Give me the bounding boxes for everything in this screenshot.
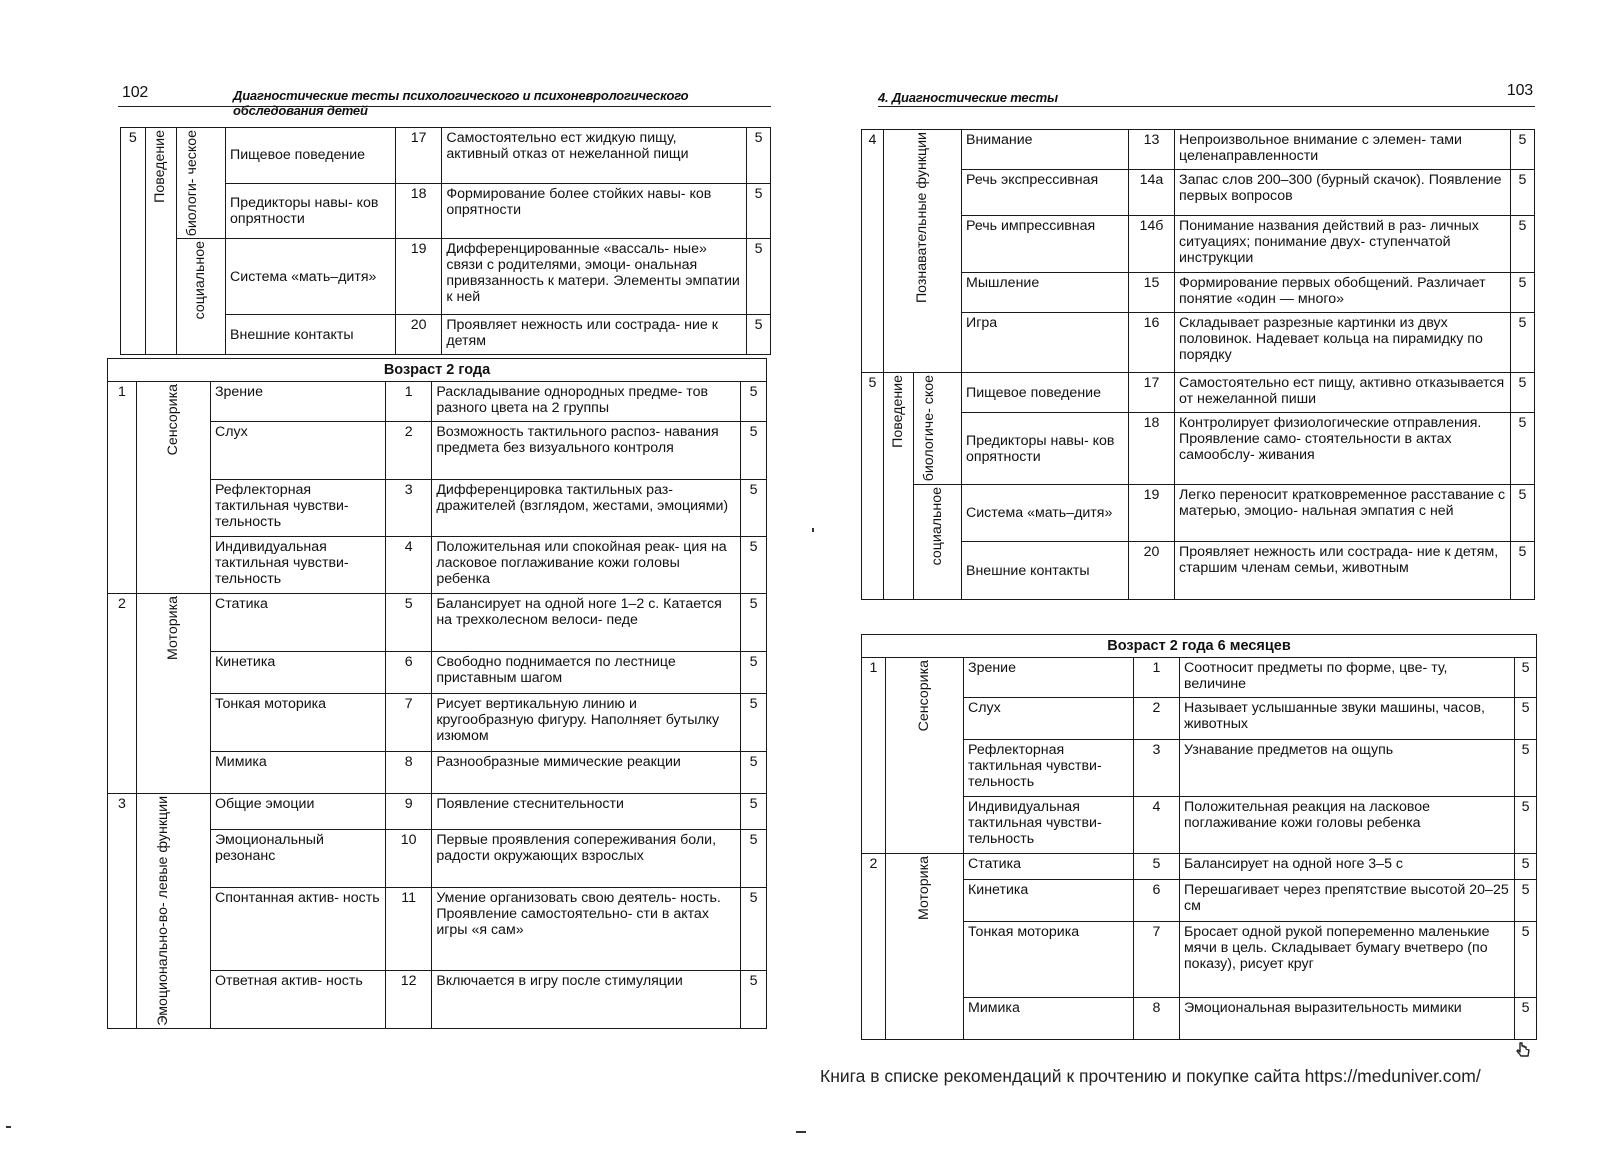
group-label: Сенсорика: [886, 658, 964, 854]
item-number: 2: [1134, 698, 1180, 740]
parameter-name: Система «мать–дитя»: [226, 239, 396, 315]
item-score: 5: [1511, 273, 1535, 313]
item-description: Проявляет нежность или сострада- ние к детям: [442, 315, 747, 355]
item-description: Разнообразные мимические реакции: [432, 752, 741, 794]
age-header: Возраст 2 года 6 месяцев: [862, 635, 1537, 658]
item-number: 17: [396, 128, 442, 184]
item-number: 20: [1129, 542, 1175, 600]
hand-pointer-icon: [1514, 1040, 1534, 1060]
item-number: 20: [396, 315, 442, 355]
item-description: Складывает разрезные картинки из двух половинок. Надевает кольца на пирамидку по порядку: [1175, 313, 1511, 373]
item-description: Понимание названия действий в раз- личных ситуациях; понимание двух- ступенчатой инструкции: [1175, 216, 1511, 273]
parameter-name: Тонкая моторика: [964, 922, 1134, 998]
item-description: Первые проявления сопереживания боли, радости окружающих взрослых: [432, 830, 741, 888]
item-description: Называет услышанные звуки машины, часов, животных: [1180, 698, 1515, 740]
parameter-name: Общие эмоции: [210, 794, 385, 830]
parameter-name: Слух: [964, 698, 1134, 740]
group-number: 3: [108, 794, 137, 1029]
item-description: Раскладывание однородных предме- тов разного цвета на 2 группы: [432, 382, 741, 422]
item-number: 6: [1134, 880, 1180, 922]
item-description: Проявляет нежность или сострада- ние к детям, старшим членам семьи, животным: [1175, 542, 1511, 600]
item-score: 5: [741, 480, 767, 537]
item-score: 5: [741, 794, 767, 830]
item-number: 3: [1134, 740, 1180, 797]
subgroup-label: социальное: [176, 239, 225, 355]
item-description: Самостоятельно ест пищу, активно отказывается от нежеланной пиши: [1175, 373, 1511, 413]
item-number: 1: [385, 382, 431, 422]
item-number: 8: [385, 752, 431, 794]
item-description: Балансирует на одной ноге 1–2 с. Катается на трехколесном велоси- педе: [432, 594, 741, 652]
item-description: Соотносит предметы по форме, цве- ту, величине: [1180, 658, 1515, 698]
item-score: 5: [747, 183, 771, 239]
item-score: 5: [1515, 658, 1537, 698]
item-number: 13: [1129, 130, 1175, 170]
item-description: Запас слов 200–300 (бурный скачок). Появление первых вопросов: [1175, 170, 1511, 216]
running-title-right: 4. Диагностические тесты: [878, 90, 1058, 105]
parameter-name: Рефлекторная тактильная чувстви- тельность: [964, 740, 1134, 797]
parameter-name: Кинетика: [964, 880, 1134, 922]
item-score: 5: [1515, 698, 1537, 740]
footer-note: Книга в списке рекомендаций к прочтению и покупке сайта https://meduniver.com/: [820, 1066, 1481, 1086]
group-label: Поведение: [884, 373, 914, 600]
item-number: 7: [1134, 922, 1180, 998]
parameter-name: Индивидуальная тактильная чувстви- тельность: [964, 797, 1134, 854]
item-description: Положительная реакция на ласковое поглаживание кожи головы ребенка: [1180, 797, 1515, 854]
item-description: Появление стеснительности: [432, 794, 741, 830]
item-number: 2: [385, 422, 431, 480]
group-number: 1: [108, 382, 137, 594]
group-number: 5: [121, 128, 146, 355]
item-description: Формирование более стойких навы- ков опрятности: [442, 183, 747, 239]
parameter-name: Внимание: [962, 130, 1129, 170]
subgroup-label: биологи- ческое: [176, 128, 225, 239]
parameter-name: Система «мать–дитя»: [962, 485, 1129, 542]
parameter-name: Ответная актив- ность: [210, 971, 385, 1029]
item-description: Эмоциональная выразительность мимики: [1180, 998, 1515, 1040]
parameter-name: Эмоциональный резонанс: [210, 830, 385, 888]
item-score: 5: [747, 128, 771, 184]
parameter-name: Мимика: [210, 752, 385, 794]
scan-mark: [812, 528, 814, 532]
parameter-name: Кинетика: [210, 652, 385, 694]
item-score: 5: [741, 694, 767, 752]
item-score: 5: [741, 752, 767, 794]
item-number: 5: [385, 594, 431, 652]
running-head-left: [118, 84, 771, 118]
item-number: 7: [385, 694, 431, 752]
left-top-table: [120, 127, 771, 355]
item-number: 18: [396, 183, 442, 239]
scan-mark: [796, 1131, 806, 1133]
item-description: Формирование первых обобщений. Различает понятие «один — много»: [1175, 273, 1511, 313]
group-number: 1: [862, 658, 886, 854]
parameter-name: Игра: [962, 313, 1129, 373]
item-score: 5: [1511, 373, 1535, 413]
item-number: 19: [396, 239, 442, 315]
item-score: 5: [747, 315, 771, 355]
item-description: Самостоятельно ест жидкую пищу, активный отказ от нежеланной пищи: [442, 128, 747, 184]
item-number: 15: [1129, 273, 1175, 313]
right-top-table: [861, 129, 1535, 600]
scan-mark: [6, 1126, 11, 1128]
group-number: 5: [862, 373, 884, 600]
item-description: Свободно поднимается по лестнице приставным шагом: [432, 652, 741, 694]
page-number-left: 102: [122, 84, 149, 101]
item-description: Рисует вертикальную линию и кругообразную фигуру. Наполняет бутылку изюмом: [432, 694, 741, 752]
parameter-name: Статика: [964, 854, 1134, 880]
parameter-name: Мимика: [964, 998, 1134, 1040]
item-score: 5: [1515, 922, 1537, 998]
subgroup-label: социальное: [914, 485, 962, 600]
item-number: 12: [385, 971, 431, 1029]
item-description: Легко переносит кратковременное расставание с матерью, эмоцио- нальная эмпатия с ней: [1175, 485, 1511, 542]
item-score: 5: [1511, 313, 1535, 373]
parameter-name: Внешние контакты: [962, 542, 1129, 600]
item-description: Непроизвольное внимание с элемен- тами целенаправленности: [1175, 130, 1511, 170]
item-number: 18: [1129, 413, 1175, 485]
parameter-name: Зрение: [210, 382, 385, 422]
item-score: 5: [741, 537, 767, 594]
item-description: Балансирует на одной ноге 3–5 с: [1180, 854, 1515, 880]
parameter-name: Предикторы навы- ков опрятности: [226, 183, 396, 239]
parameter-name: Пищевое поведение: [962, 373, 1129, 413]
item-description: Возможность тактильного распоз- навания предмета без визуального контроля: [432, 422, 741, 480]
item-number: 10: [385, 830, 431, 888]
group-label: Поведение: [145, 128, 176, 355]
item-number: 17: [1129, 373, 1175, 413]
item-description: Перешагивает через препятствие высотой 20–25 см: [1180, 880, 1515, 922]
parameter-name: Пищевое поведение: [226, 128, 396, 184]
item-score: 5: [1515, 998, 1537, 1040]
parameter-name: Спонтанная актив- ность: [210, 887, 385, 971]
parameter-name: Речь экспрессивная: [962, 170, 1129, 216]
item-description: Дифференцировка тактильных раз- дражителей (взглядом, жестами, эмоциями): [432, 480, 741, 537]
age-header: Возраст 2 года: [108, 359, 767, 382]
item-description: Узнавание предметов на ощупь: [1180, 740, 1515, 797]
parameter-name: Предикторы навы- ков опрятности: [962, 413, 1129, 485]
parameter-name: Рефлекторная тактильная чувстви- тельность: [210, 480, 385, 537]
parameter-name: Внешние контакты: [226, 315, 396, 355]
running-title-left: Диагностические тесты психологического и психоневрологического обследования детей: [233, 88, 689, 118]
item-number: 6: [385, 652, 431, 694]
item-number: 14б: [1129, 216, 1175, 273]
item-score: 5: [1511, 216, 1535, 273]
item-score: 5: [1515, 797, 1537, 854]
item-score: 5: [741, 594, 767, 652]
item-score: 5: [1511, 413, 1535, 485]
subgroup-label: биологиче- ское: [914, 373, 962, 485]
item-number: 14а: [1129, 170, 1175, 216]
item-number: 3: [385, 480, 431, 537]
group-label: Познавательные функции: [884, 130, 962, 373]
item-number: 4: [1134, 797, 1180, 854]
item-score: 5: [1511, 170, 1535, 216]
item-score: 5: [1511, 130, 1535, 170]
item-score: 5: [1511, 542, 1535, 600]
item-description: Бросает одной рукой попеременно маленькие мячи в цель. Складывает бумагу вчетверо (по показу), рисует круг: [1180, 922, 1515, 998]
parameter-name: Слух: [210, 422, 385, 480]
item-score: 5: [1515, 740, 1537, 797]
group-number: 2: [108, 594, 137, 794]
item-number: 11: [385, 887, 431, 971]
item-number: 19: [1129, 485, 1175, 542]
parameter-name: Речь импрессивная: [962, 216, 1129, 273]
group-label: Моторика: [136, 594, 210, 794]
item-number: 4: [385, 537, 431, 594]
item-score: 5: [741, 652, 767, 694]
item-description: Включается в игру после стимуляции: [432, 971, 741, 1029]
item-score: 5: [1511, 485, 1535, 542]
item-score: 5: [747, 239, 771, 315]
item-score: 5: [741, 382, 767, 422]
item-number: 16: [1129, 313, 1175, 373]
item-number: 1: [1134, 658, 1180, 698]
item-score: 5: [741, 971, 767, 1029]
group-label: Сенсорика: [136, 382, 210, 594]
page-number-right: 103: [1506, 82, 1533, 99]
item-description: Дифференцированные «вассаль- ные» связи с родителями, эмоци- ональная привязанность к матери. Элементы эмпатии к ней: [442, 239, 747, 315]
item-score: 5: [741, 830, 767, 888]
parameter-name: Мышление: [962, 273, 1129, 313]
group-number: 4: [862, 130, 884, 373]
left-age-table: [107, 358, 767, 1029]
item-description: Положительная или спокойная реак- ция на ласковое поглаживание кожи головы ребенка: [432, 537, 741, 594]
parameter-name: Индивидуальная тактильная чувстви- тельность: [210, 537, 385, 594]
parameter-name: Тонкая моторика: [210, 694, 385, 752]
group-label: Эмоционально-во- левые функции: [136, 794, 210, 1029]
item-number: 5: [1134, 854, 1180, 880]
running-head-right: [878, 84, 1535, 107]
item-score: 5: [741, 887, 767, 971]
item-score: 5: [1515, 880, 1537, 922]
item-number: 9: [385, 794, 431, 830]
item-number: 8: [1134, 998, 1180, 1040]
group-number: 2: [862, 854, 886, 1040]
item-score: 5: [741, 422, 767, 480]
item-description: Умение организовать свою деятель- ность. Проявление самостоятельно- сти в актах игры «я сам»: [432, 887, 741, 971]
parameter-name: Статика: [210, 594, 385, 652]
group-label: Моторика: [886, 854, 964, 1040]
item-score: 5: [1515, 854, 1537, 880]
right-age-table: [861, 634, 1537, 1040]
item-description: Контролирует физиологические отправления. Проявление само- стоятельности в актах самообслу- живания: [1175, 413, 1511, 485]
parameter-name: Зрение: [964, 658, 1134, 698]
